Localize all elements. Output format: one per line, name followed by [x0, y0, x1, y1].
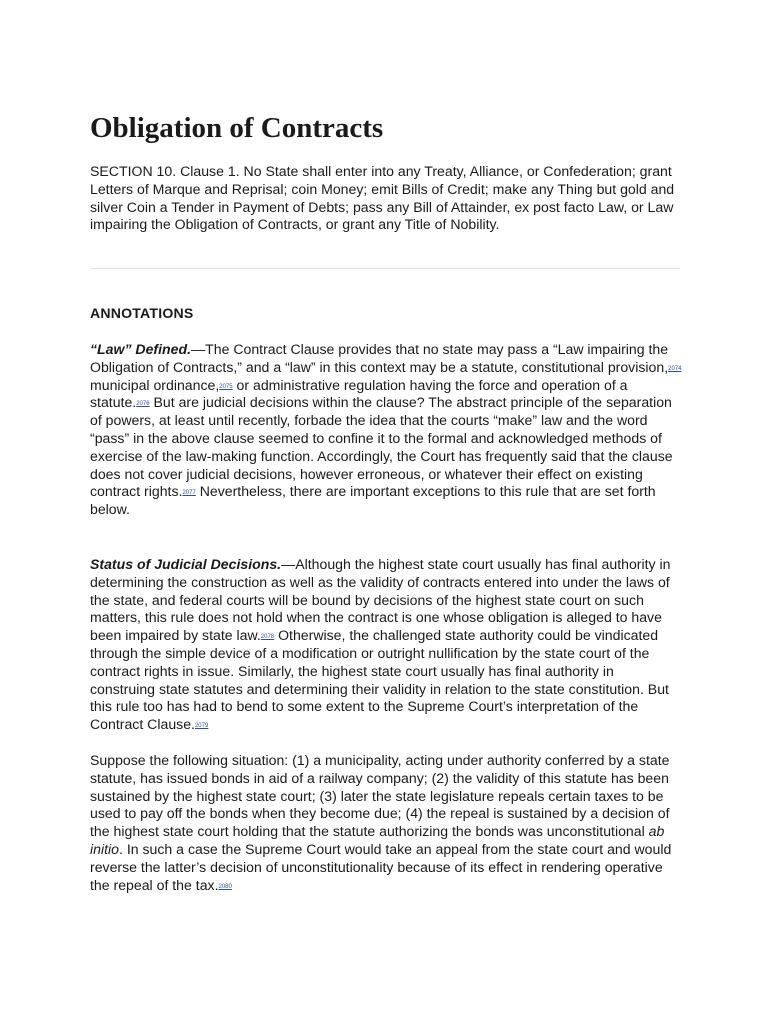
section-divider [90, 268, 680, 269]
footnote-link[interactable]: 2078 [260, 634, 275, 641]
paragraph-lead-heading: Status of Judicial Decisions. [90, 556, 282, 572]
judicial-decisions-paragraph [90, 556, 682, 734]
hypothetical-paragraph [90, 752, 682, 894]
paragraph-lead-heading: “Law” Defined. [90, 341, 192, 357]
footnote-link[interactable]: 2076 [136, 401, 150, 408]
paragraph-text: or administrative regulation having the force and operation of a statute. [90, 376, 628, 411]
paragraph-text: municipal ordinance, [90, 376, 220, 393]
paragraph-text: —Although the highest state court usually has final authority in determining the construction as well as the validity of contracts entered into under the laws of the state, and federal courts will be bound by decisions of the highest state court on such matters, this rule does not hold when the contract is one whose obligation is alleged to have been impaired by state law. [90, 556, 671, 644]
paragraph-text: But are judicial decisions within the clause? The abstract principle of the separation of powers, at least until recently, forbade the idea that the courts “make” law and the word “pass” in the above clause seemed to confine it to the formal and acknowledged methods of exercise of the law-making function. Accordingly, the Court has frequently said that the clause does not cover judicial decisions, however erroneous, or whatever their effect on existing contract rights. [90, 394, 673, 500]
footnote-link[interactable]: 2080 [218, 883, 232, 890]
annotations-heading: ANNOTATIONS [90, 305, 194, 321]
paragraph-text: —The Contract Clause provides that no state may pass a “Law impairing the Obligation of Contracts,” and a “law” in this context may be a statute, constitutional provision, [90, 341, 669, 375]
footnote-link[interactable]: 2075 [219, 383, 233, 390]
paragraph-text: Nevertheless, there are important exceptions to this rule that are set forth below. [90, 483, 656, 518]
footnote-link[interactable]: 2077 [182, 490, 196, 497]
constitution-section-text: SECTION 10. Clause 1. No State shall enter into any Treaty, Alliance, or Confederation; grant Letters of Marque and Reprisal; coin Money; emit Bills of Credit; make any Thing but gold and silver Coin a Tender in Payment of Debts; pass any Bill of Attainder, ex post facto Law, or Law impairing the Obligation of Contracts, or grant any Title of Nobility. [90, 163, 675, 233]
footnote-link[interactable]: 2074 [668, 365, 682, 372]
paragraph-text: . In such a case the Supreme Court would take an appeal from the state court and would reverse the latter’s decision of unconstitutionality because of its effect in rendering operative the repeal of the tax. [90, 840, 672, 893]
paragraph-text: Suppose the following situation: (1) a municipality, acting under authority conferred by a state statute, has issued bonds in aid of a railway company; (2) the validity of this statute has been sustained by the highest state court; (3) later the state legislature repeals certain taxes to be used to pay off the bonds when they become due; (4) the repeal is sustained by a decision of the highest state court holding that the statute authorizing the bonds was unconstitutional [90, 752, 670, 840]
law-defined-paragraph [90, 341, 682, 519]
latin-term: ab initio [90, 823, 665, 857]
paragraph-text: Otherwise, the challenged state authority could be vindicated through the simple device of a modification or outright nullification by the state court of the contract rights in issue. Similarly, the highest state court usually has final authority in construing state statutes and determining their validity in relation to the state constitution. But this rule too has had to bend to some extent to the Supreme Court’s interpretation of the Contract Clause. [90, 627, 669, 733]
page-title: Obligation of Contracts [90, 112, 384, 144]
footnote-link[interactable]: 2079 [194, 723, 209, 730]
